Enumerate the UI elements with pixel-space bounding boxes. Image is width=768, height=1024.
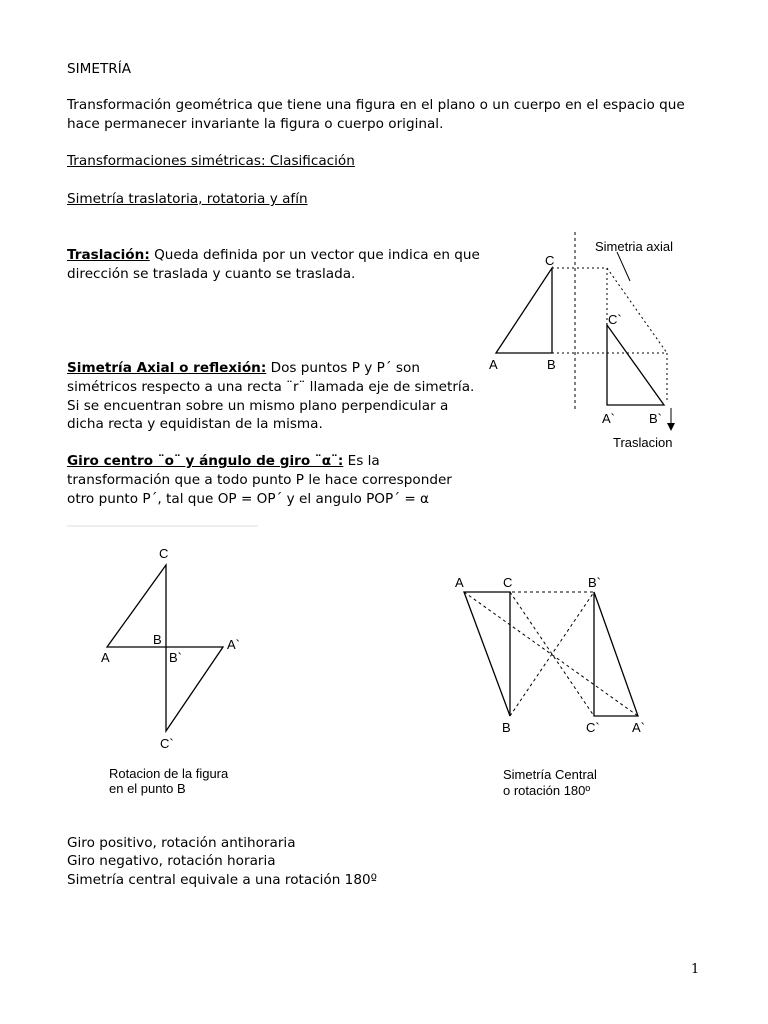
label-C-prime: C` <box>608 312 622 327</box>
giro-line-1: Es la <box>343 453 380 469</box>
rot-label-A-prime: A` <box>227 637 240 652</box>
cen-label-B: B <box>502 720 511 735</box>
triangle-central <box>594 592 638 716</box>
cen-label-A: A <box>455 575 464 590</box>
rot-label-B-prime: B` <box>169 650 182 665</box>
traslacion-line-2: dirección se traslada y cuanto se traslada. <box>67 266 356 282</box>
cen-label-C: C <box>503 575 513 590</box>
caption-pointer <box>617 252 630 281</box>
page-number: 1 <box>691 962 700 977</box>
label-C: C <box>545 253 555 268</box>
figure-central <box>455 575 645 798</box>
triangle-original <box>496 268 552 353</box>
note-2: Giro negativo, rotación horaria <box>67 853 276 869</box>
giro-term: Giro centro ¨o¨ y ángulo de giro ¨α¨: <box>67 453 344 469</box>
label-B-prime: B` <box>649 411 662 426</box>
cen-label-B-prime: B` <box>588 575 601 590</box>
guide-diagonal <box>607 268 667 353</box>
label-A: A <box>489 357 498 372</box>
cen-label-A-prime: A` <box>632 720 645 735</box>
note-3: Simetría central equivale a una rotación 180º <box>67 872 378 888</box>
rot-label-C-prime: C` <box>160 736 174 751</box>
rot-caption-2: en el punto B <box>109 781 186 796</box>
figure-axial <box>489 232 675 450</box>
triangle-original-central <box>464 592 510 716</box>
rot-caption-1: Rotacion de la figura <box>109 766 229 781</box>
note-1: Giro positivo, rotación antihoraria <box>67 835 296 851</box>
rot-label-A: A <box>101 650 110 665</box>
caption-simetria-axial: Simetria axial <box>595 239 674 254</box>
axial-line-3: Si se encuentran sobre un mismo plano perpendicular a <box>67 398 449 414</box>
figure-rotation <box>101 546 240 796</box>
rot-label-C: C <box>159 546 169 561</box>
cen-label-C-prime: C` <box>586 720 600 735</box>
dash-A-Aprime <box>464 592 638 716</box>
intro-line-1: Transformación geométrica que tiene una figura en el plano o un cuerpo en el espacio que <box>67 97 685 113</box>
axial-term: Simetría Axial o reflexión: <box>67 360 267 376</box>
section-heading: Transformaciones simétricas: Clasificación <box>67 153 355 169</box>
label-B: B <box>547 357 556 372</box>
rot-label-B: B <box>153 632 162 647</box>
translation-arrow-head <box>667 423 675 431</box>
caption-traslacion: Traslacion <box>613 435 673 450</box>
label-A-prime: A` <box>602 411 615 426</box>
triangle-translated <box>607 325 664 405</box>
traslacion-line-1: Queda definida por un vector que indica en que <box>149 247 480 263</box>
giro-line-3: otro punto P´, tal que OP = OP´ y el angulo POP´ = α <box>67 491 429 507</box>
cen-caption-1: Simetría Central <box>503 767 597 782</box>
traslacion-term: Traslación: <box>67 247 150 263</box>
intro-line-2: hace permanecer invariante la figura o cuerpo original. <box>67 116 444 132</box>
giro-line-2: transformación que a todo punto P le hace corresponder <box>67 472 452 488</box>
axial-line-2: simétricos respecto a una recta ¨r¨ llamada eje de simetría. <box>67 379 475 395</box>
axial-line-1: Dos puntos P y P´ son <box>266 360 420 376</box>
subheading: Simetría traslatoria, rotatoria y afín <box>67 191 308 207</box>
axial-line-4: dicha recta y equidistan de la misma. <box>67 416 323 432</box>
cen-caption-2: o rotación 180º <box>503 783 591 798</box>
page-title: SIMETRÍA <box>67 61 132 77</box>
